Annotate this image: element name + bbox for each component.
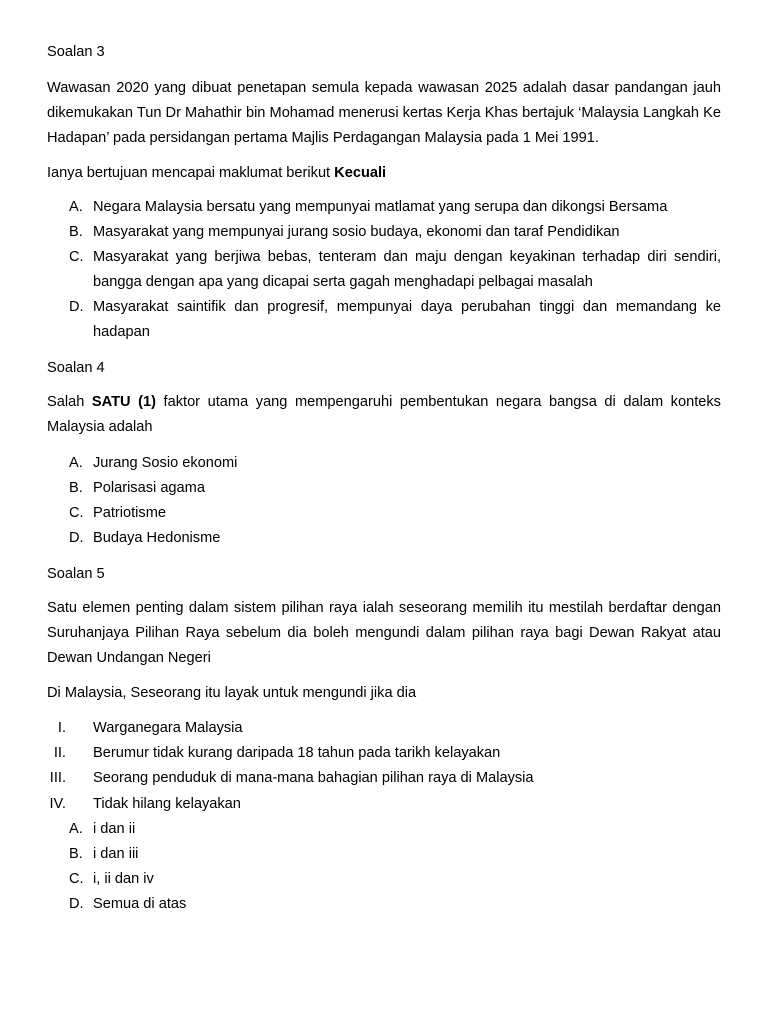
question-4-keyword: SATU (1) [91,394,156,410]
option-text: Masyarakat saintifik dan progresif, mempunyai daya perubahan tinggi dan memandang ke hadapan [93,299,721,340]
option-letter: B. [69,846,83,862]
statement-number: II. [53,745,66,761]
question-3-prompt [47,163,386,183]
option-letter: C. [69,871,84,887]
statement-text: Berumur tidak kurang daripada 18 tahun pada tarikh kelayakan [93,745,501,761]
option-text: Masyarakat yang berjiwa bebas, tenteram dan maju dengan keyakinan terhadap diri sendiri, bangga dengan apa yang dicapai serta gagah menghadapi pelbagai masalah [93,249,721,290]
question-3-option-b [0,220,721,245]
option-text: Negara Malaysia bersatu yang mempunyai matlamat yang serupa dan dikongsi Bersama [93,199,668,215]
question-5-option-c [0,867,721,892]
question-4-text-start: Salah [47,394,92,410]
question-5-statement-2 [0,741,721,766]
option-letter: D. [69,896,84,912]
question-5-heading: Soalan 5 [47,566,105,582]
question-5-option-b [0,842,721,867]
question-3-heading: Soalan 3 [47,44,105,60]
question-5-option-d [0,892,721,917]
question-4-paragraph [47,390,721,440]
question-4-option-a [0,451,721,476]
statement-text: Seorang penduduk di mana-mana bahagian pilihan raya di Malaysia [93,770,534,786]
statement-number: I. [57,720,66,736]
question-5-statement-4 [0,792,721,817]
option-letter: C. [69,505,84,521]
option-text: i, ii dan iv [93,871,154,887]
question-5-statement-1 [0,716,721,741]
statement-text: Warganegara Malaysia [93,720,243,736]
statement-text: Tidak hilang kelayakan [93,796,241,812]
option-letter: A. [69,199,83,215]
question-3-prompt-text: Ianya bertujuan mencapai maklumat berikut [47,165,335,181]
option-letter: D. [69,299,84,315]
question-3-option-d [0,295,721,345]
question-5-statement-3 [0,766,721,791]
question-3-option-c [0,245,721,295]
option-letter: A. [69,821,83,837]
option-letter: D. [69,530,84,546]
option-text: Patriotisme [93,505,166,521]
question-4-option-d [0,526,721,551]
option-letter: B. [69,224,83,240]
question-3-prompt-keyword: Kecuali [334,165,387,181]
option-text: Polarisasi agama [93,480,205,496]
option-letter: C. [69,249,84,265]
option-text: i dan ii [93,821,136,837]
question-3-option-a [0,195,721,220]
question-3-paragraph: Wawasan 2020 yang dibuat penetapan semula kepada wawasan 2025 adalah dasar pandangan jauh dikemukakan Tun Dr Mahathir bin Mohamad menerusi kertas Kerja Khas bertajuk ‘Malaysia Langkah Ke Hadapan’ pada persidangan pertama Majlis Perdagangan Malaysia pada 1 Mei 1991. [47,80,721,146]
question-4-text-end: faktor utama yang mempengaruhi pembentukan negara bangsa di dalam konteks Malaysia adalah [47,394,721,435]
option-text: i dan iii [93,846,139,862]
statement-number: III. [49,770,66,786]
question-4-option-c [0,501,721,526]
question-5-option-a [0,817,721,842]
question-5-prompt: Di Malaysia, Seseorang itu layak untuk mengundi jika dia [47,685,417,701]
question-5-paragraph: Satu elemen penting dalam sistem pilihan raya ialah seseorang memilih itu mestilah berdaftar dengan Suruhanjaya Pilihan Raya sebelum dia boleh mengundi dalam pilihan raya bagi Dewan Rakyat atau Dewan Undangan Negeri [47,600,721,666]
question-4-heading: Soalan 4 [47,360,105,376]
option-letter: B. [69,480,83,496]
option-text: Semua di atas [93,896,187,912]
option-letter: A. [69,455,83,471]
statement-number: IV. [49,796,66,812]
option-text: Jurang Sosio ekonomi [93,455,238,471]
question-4-option-b [0,476,721,501]
option-text: Budaya Hedonisme [93,530,221,546]
option-text: Masyarakat yang mempunyai jurang sosio budaya, ekonomi dan taraf Pendidikan [93,224,620,240]
